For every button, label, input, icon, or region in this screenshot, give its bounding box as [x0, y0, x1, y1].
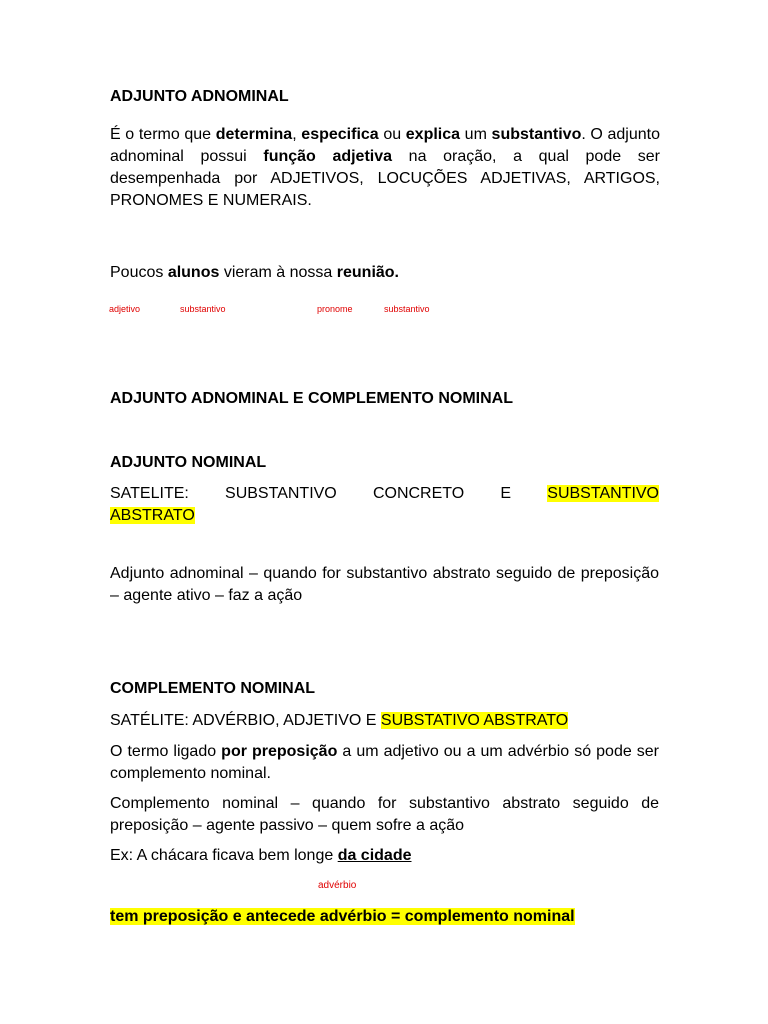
satelite-complemento: SATÉLITE: ADVÉRBIO, ADJETIVO E SUBSTATIVO ABSTRATO — [110, 712, 569, 729]
label-adjetivo: adjetivo — [109, 304, 141, 314]
heading-adjunto-e-complemento: ADJUNTO ADNOMINAL E COMPLEMENTO NOMINAL — [110, 390, 513, 407]
conclusion-highlight: tem preposição e antecede advérbio = complemento nominal — [110, 908, 575, 925]
satelite-adjunto: SATELITE: SUBSTANTIVO CONCRETO E SUBSTANTIVO ABSTRATO — [110, 485, 659, 524]
example-chacara: Ex: A chácara ficava bem longe da cidade — [110, 847, 412, 864]
label-pronome: pronome — [317, 304, 353, 314]
complemento-description: Complemento nominal – quando for substantivo abstrato seguido de preposição – agente passivo – quem sofre a ação — [110, 795, 659, 834]
heading-adjunto-nominal: ADJUNTO NOMINAL — [110, 454, 267, 471]
label-substantivo-1: substantivo — [180, 304, 226, 314]
label-adverbio: advérbio — [318, 880, 357, 891]
adjunto-description: Adjunto adnominal – quando for substantivo abstrato seguido de preposição – agente ativo – faz a ação — [110, 565, 659, 604]
heading-complemento-nominal: COMPLEMENTO NOMINAL — [110, 680, 316, 697]
example-sentence: Poucos alunos vieram à nossa reunião. — [110, 264, 399, 281]
heading-adjunto-adnominal: ADJUNTO ADNOMINAL — [110, 88, 289, 105]
definition-paragraph: É o termo que determina, especifica ou explica um substantivo. O adjunto adnominal possui função adjetiva na oração, a qual pode ser desempenhada por ADJETIVOS, LOCUÇÕES ADJETIVAS, ARTIGOS, PRONOMES E NUMERAIS. — [110, 126, 661, 209]
label-substantivo-2: substantivo — [384, 304, 430, 314]
termo-ligado-paragraph: O termo ligado por preposição a um adjetivo ou a um advérbio só pode ser complemento nominal. — [110, 743, 660, 782]
